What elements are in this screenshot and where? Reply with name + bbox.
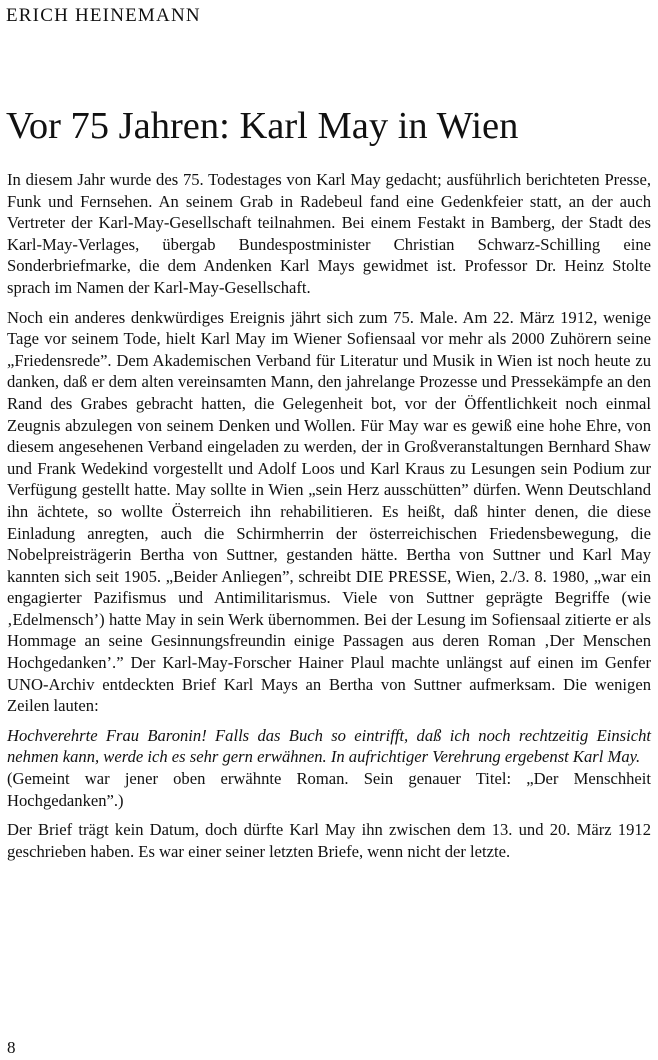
- paragraph: In diesem Jahr wurde des 75. Todestages von Karl May gedacht; ausführlich berichteten Presse, Funk und Fernsehen. An seinem Grab in Radebeul fand eine Gedenkfeier statt, an der auch Vertreter der Karl-May-Gesellschaft teilnahmen. Bei einem Festakt in Bamberg, der Stadt des Karl-May-Verlages, übergab Bundespostminister Christian Schwarz-Schilling eine Sonderbriefmarke, die dem Andenken Karl Mays gewidmet ist. Professor Dr. Heinz Stolte sprach im Namen der Karl-May-Gesellschaft.: [7, 170, 651, 297]
- page-number: 8: [7, 1038, 16, 1057]
- letter-quote: Hochverehrte Frau Baronin! Falls das Buch so eintrifft, daß ich noch rechtzeitig Einsicht nehmen kann, werde ich es sehr gern erwähnen. In aufrichtiger Verehrung ergebenst Karl May.: [7, 725, 651, 767]
- article-body: [7, 169, 651, 870]
- letter-note: (Gemeint war jener oben erwähnte Roman. Sein genauer Titel: „Der Menschheit Hochgedanken”.): [7, 769, 651, 810]
- article-title: Vor 75 Jahren: Karl May in Wien: [6, 105, 519, 147]
- paragraph: Noch ein anderes denkwürdiges Ereignis jährt sich zum 75. Male. Am 22. März 1912, wenige Tage vor seinem Tode, hielt Karl May im Wiener Sofiensaal vor mehr als 2000 Zuhörern seine „Friedensrede”. Dem Akademischen Verband für Literatur und Musik in Wien ist noch heute zu danken, daß er dem alten vereinsamten Mann, den jahrelange Prozesse und Pressekämpfe an den Rand des Grabes gebracht hatten, die Gelegenheit bot, vor der Öffentlichkeit noch einmal Zeugnis abzulegen von seinem Denken und Wollen. Für May war es gewiß eine hohe Ehre, von diesem angesehenen Verband eingeladen zu werden, der in Großveranstaltungen Bernhard Shaw und Frank Wedekind vorgestellt und Adolf Loos und Karl Kraus zu Lesungen sein Podium zur Verfügung gestellt hatte. May sollte in Wien „sein Herz ausschütten” dürfen. Wenn Deutschland ihn ächtete, so wollte Österreich ihn rehabilitieren. Es heißt, daß hinter denen, die diese Einladung anregten, auch die Schirmherrin der österreichischen Friedensbewegung, die Nobelpreisträgerin Bertha von Suttner, gestanden hätte. Bertha von Suttner und Karl May kannten sich seit 1905. „Beider Anliegen”, schreibt DIE PRESSE, Wien, 2./3. 8. 1980, „war ein engagierter Pazifismus und Antimilitarismus. Viele von Suttner geprägte Begriffe (wie ‚Edelmensch’) hatte May in sein Werk übernommen. Bei der Lesung im Sofiensaal zitierte er als Hommage an seine Gesinnungsfreundin einige Passagen aus deren Roman ‚Der Menschen Hochgedanken’.” Der Karl-May-Forscher Hainer Plaul machte unlängst auf einen im Genfer UNO-Archiv entdeckten Brief Karl Mays an Bertha von Suttner aufmerksam. Die wenigen Zeilen lauten:: [7, 307, 651, 716]
- closing-paragraph: Der Brief trägt kein Datum, doch dürfte Karl May ihn zwischen dem 13. und 20. März 1912 geschrieben haben. Es war einer seiner letzten Briefe, wenn nicht der letzte.: [7, 820, 651, 861]
- author-name: ERICH HEINEMANN: [6, 5, 201, 26]
